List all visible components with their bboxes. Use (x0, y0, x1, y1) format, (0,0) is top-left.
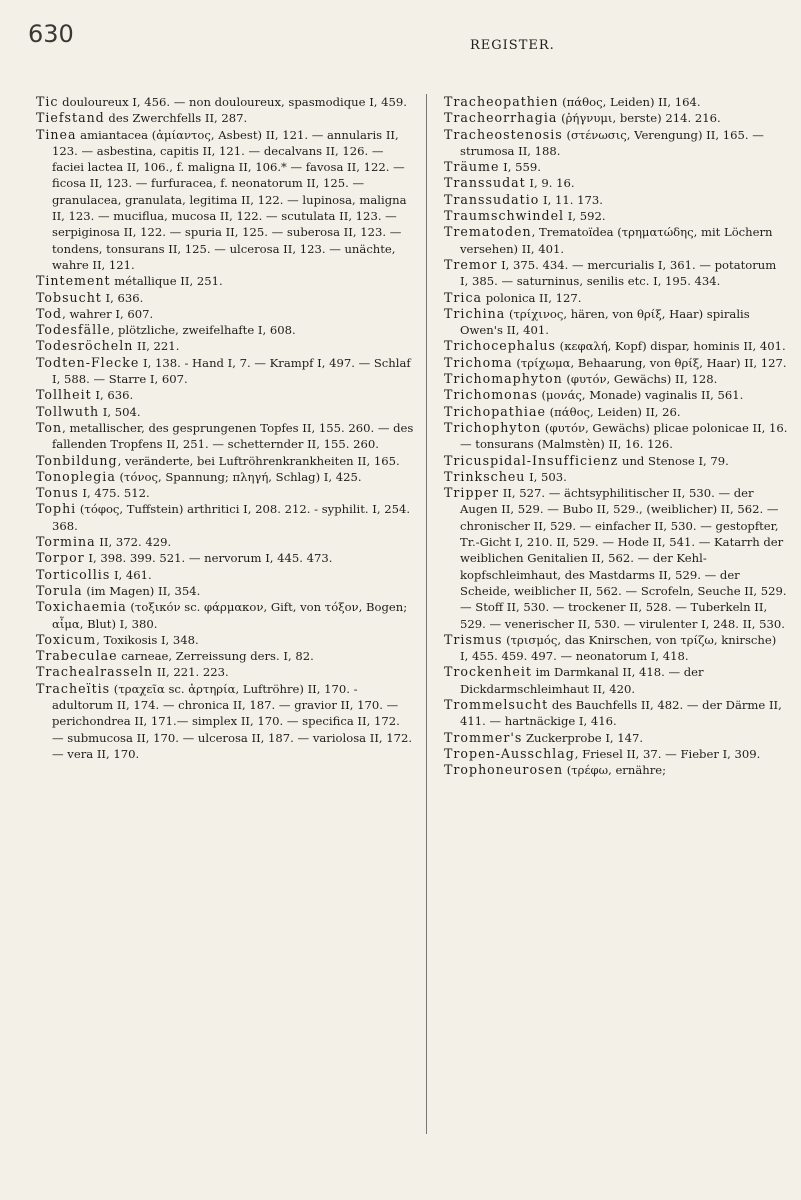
index-references: des Bauchfells II, 482. — der Därme II, 411. — hartnäckige I, 416. (460, 697, 782, 729)
index-term: Tormina (36, 534, 96, 550)
index-references: métallique II, 251. (110, 274, 223, 289)
index-references: I, 475. 512. (78, 486, 150, 501)
index-entry (444, 127, 788, 160)
index-entry (36, 94, 414, 110)
index-entry (444, 485, 788, 632)
index-references: , Trematoïdea (τρηματώδης, mit Löchern versehen) II, 401. (460, 225, 773, 256)
index-entry (444, 175, 788, 191)
index-term: Tollwuth (36, 403, 100, 419)
index-term: Todesröcheln (36, 338, 134, 354)
index-term: Tiefstand (36, 110, 105, 126)
index-references: I, 461. (110, 567, 152, 582)
index-term: Tremor (444, 256, 498, 272)
index-term: Torticollis (36, 566, 111, 582)
index-entry (36, 387, 414, 403)
index-term: Ton (36, 419, 63, 435)
column-divider (426, 94, 427, 1134)
index-references: I, 11. 173. (539, 192, 603, 207)
index-references: im Darmkanal II, 418. — der Dickdarmschleimhaut II, 420. (460, 665, 704, 696)
index-references: (im Magen) II, 354. (82, 583, 201, 598)
index-term: Tinea (36, 126, 77, 142)
index-term: Trachealrasseln (36, 664, 154, 680)
index-entry (444, 192, 788, 208)
index-entry (36, 469, 414, 485)
index-entry (36, 681, 414, 762)
index-entry (444, 306, 788, 339)
index-references: , veränderte, bei Luftröhrenkrankheiten II, 165. (117, 453, 400, 468)
index-term: Transsudat (444, 175, 526, 191)
index-term: Tonus (36, 485, 79, 501)
index-references: II, 527. — ächtsyphilitischer II, 530. — der Augen II, 529. — Bubo II, 529., (weiblicher) II, 562. — chronischer II, 529. — einfacher II, 530. — gestopfter, Tr.-Gicht I, 210. II, 529. — Hode II, 541. — Katarrh der weiblichen Genitalien II, 562. — der Kehlkopfschleimhaut, des Mastdarms II, 529. — der Scheide, weiblicher II, 562. — Scrofeln, Seuche II, 529. — Stoff II, 530. — trockener II, 528. — Tuberkeln II, 529. — venerischer II, 530. — virulenter I, 248. II, 530. (460, 486, 787, 631)
index-entry (444, 208, 788, 224)
index-references: (τρισμός, das Knirschen, von τρίζω, knirsche) I, 455. 459. 497. — neonatorum I, 418. (460, 632, 777, 664)
index-term: Tracheopathien (444, 94, 559, 109)
index-entry (444, 355, 788, 371)
index-entry (444, 224, 788, 257)
index-references: (στένωσις, Verengung) II, 165. — strumosa II, 188. (460, 127, 764, 158)
index-references: (πάθος, Leiden) II, 164. (558, 95, 701, 109)
index-term: Tricuspidal-Insufficienz (444, 452, 619, 468)
index-entry (36, 404, 414, 420)
index-references: (τοξικόν sc. φάρμακον, Gift, von τόξον, Bogen; αἷμα, Blut) I, 380. (52, 600, 408, 631)
index-term: Tobsucht (36, 289, 102, 305)
index-entry (444, 746, 788, 762)
index-entry (36, 534, 414, 550)
index-entry (36, 420, 414, 453)
index-references: polonica II, 127. (482, 290, 582, 305)
index-entry (444, 290, 788, 306)
index-term: Tracheorrhagia (444, 110, 558, 126)
index-references: (πάθος, Leiden) II, 26. (545, 404, 681, 419)
index-entry (36, 550, 414, 566)
index-term: Toxichaemia (36, 599, 127, 615)
index-references: I, 592. (564, 209, 606, 224)
index-entry (36, 583, 414, 599)
index-references: (τόνος, Spannung; πληγή, Schlag) I, 425. (115, 469, 362, 484)
index-references: , metallischer, des gesprungenen Topfes II, 155. 260. — des fallenden Tropfens II, 251. — schetternder II, 155. 260. (52, 420, 414, 452)
index-term: Trichopathiae (444, 403, 546, 419)
index-entry (36, 632, 414, 648)
index-term: Trica (444, 289, 483, 305)
index-term: Toxicum (36, 631, 97, 647)
index-references: I, 9. 16. (525, 176, 575, 191)
index-entry (36, 338, 414, 354)
index-references: , Friesel II, 37. — Fieber I, 309. (574, 746, 761, 761)
index-references: II, 221. (133, 339, 180, 354)
index-entry (444, 697, 788, 730)
index-entry (36, 355, 414, 388)
index-term: Tonoplegia (36, 468, 116, 484)
index-term: Torpor (36, 550, 85, 566)
running-header: REGISTER. (470, 38, 555, 53)
index-entry (36, 648, 414, 664)
index-references: (τραχεῖα sc. ἀρτηρία, Luftröhre) II, 170. - adultorum II, 174. — chronica II, 187. — gravior II, 170. — perichondrea II, 171.— simplex II, 170. — specifica II, 172. — submucosa II, 170. — ulcerosa II, 187. — variolosa II, 172. — vera II, 170. (52, 681, 413, 761)
index-term: Todesfälle (36, 322, 111, 338)
index-entry (444, 730, 788, 746)
index-term: Trabeculae (36, 648, 118, 664)
index-term: Transsudatio (444, 191, 540, 207)
index-entry (36, 501, 414, 534)
index-term: Todten-Flecke (36, 354, 140, 370)
index-entry (36, 485, 414, 501)
index-entry (444, 404, 788, 420)
index-references: II, 372. 429. (95, 535, 172, 550)
index-references: (τόφος, Tuffstein) arthritici I, 208. 212. - syphilit. I, 254. 368. (52, 502, 411, 533)
index-references: (μονάς, Monade) vaginalis II, 561. (537, 388, 744, 403)
index-references: I, 504. (99, 404, 141, 419)
index-references: I, 503. (525, 469, 567, 484)
index-term: Tracheostenosis (444, 126, 563, 142)
index-term: Traumschwindel (444, 208, 565, 224)
index-entry (444, 371, 788, 387)
index-term: Tonbildung (36, 452, 118, 468)
index-references: II, 221. 223. (153, 665, 229, 680)
index-column-right (444, 94, 788, 778)
index-term: Trismus (444, 631, 503, 647)
index-entry (444, 664, 788, 697)
index-entry (444, 469, 788, 485)
index-references: Zuckerprobe I, 147. (522, 730, 644, 745)
index-entry (444, 94, 788, 110)
index-references: I, 636. (101, 290, 144, 305)
index-entry (444, 762, 788, 778)
index-term: Träume (444, 159, 500, 175)
index-entry (444, 632, 788, 665)
index-references: (τρέφω, ernähre; (563, 763, 667, 778)
index-entry (36, 273, 414, 289)
index-entry (444, 338, 788, 354)
index-term: Trichocephalus (444, 338, 556, 354)
index-entry (444, 453, 788, 469)
index-references: I, 398. 399. 521. — nervorum I, 445. 473. (84, 551, 333, 566)
index-term: Trichomonas (444, 387, 538, 403)
index-references: (φυτόν, Gewächs) plicae polonicae II, 16. — tonsurans (Malmstèn) II, 16. 126. (460, 420, 788, 452)
index-references: douloureux I, 456. — non douloureux, spasmodique I, 459. (58, 95, 407, 109)
index-term: Tollheit (36, 387, 92, 403)
index-term: Trommer's (444, 729, 523, 745)
index-entry (444, 110, 788, 126)
index-term: Trinkscheu (444, 468, 526, 484)
index-term: Tripper (444, 485, 500, 501)
index-term: Trommelsucht (444, 696, 549, 712)
index-term: Trockenheit (444, 664, 532, 680)
index-references: I, 636. (91, 388, 134, 403)
index-references: amiantacea (ἀμίαντος, Asbest) II, 121. — annularis II, 123. — asbestina, capitis II, 121. — decalvans II, 126. — faciei lactea II, 106., f. maligna II, 106.* — favosa II, 122. — ficosa II, 123. — furfuracea, f. neonatorum II, 125. — granulacea, granulata, legitima II, 122. — lupinosa, maligna II, 123. — muciflua, mucosa II, 122. — scutulata II, 123. — serpiginosa II, 122. — spuria II, 125. — suberosa II, 123. — tondens, tonsurans II, 125. — ulcerosa II, 123. — unächte, wahre II, 121. (52, 127, 407, 272)
index-term: Tintement (36, 273, 111, 289)
index-references: , Toxikosis I, 348. (96, 632, 199, 647)
index-term: Trichoma (444, 354, 513, 370)
index-term: Torula (36, 582, 83, 598)
index-entry (36, 567, 414, 583)
index-references: I, 559. (499, 160, 541, 175)
index-references: (φυτόν, Gewächs) II, 128. (562, 372, 718, 387)
index-entry (36, 664, 414, 680)
index-references: , wahrer I, 607. (62, 306, 154, 321)
index-references: I, 375. 434. — mercurialis I, 361. — potatorum I, 385. — saturninus, senilis etc. I, 195. 434. (460, 257, 777, 289)
index-references: und Stenose I, 79. (618, 453, 729, 468)
index-entry (36, 599, 414, 632)
page-number: 630 (28, 20, 74, 48)
index-entry (36, 322, 414, 338)
index-term: Tophi (36, 501, 77, 517)
index-entry (36, 127, 414, 274)
index-term: Tropen-Ausschlag (444, 745, 575, 761)
index-term: Trichophyton (444, 419, 542, 435)
index-entry (36, 110, 414, 126)
index-term: Tod (36, 305, 63, 321)
index-entry (444, 257, 788, 290)
index-term: Tic (36, 94, 59, 109)
index-entry (444, 387, 788, 403)
index-column-left (36, 94, 414, 762)
index-references: (κεφαλή, Kopf) dispar, hominis II, 401. (555, 339, 786, 354)
index-entry (444, 159, 788, 175)
index-references: (τρίχωμα, Behaarung, von θρίξ, Haar) II, 127. (512, 355, 787, 370)
index-entry (36, 453, 414, 469)
index-term: Trematoden (444, 224, 532, 240)
index-references: des Zwerchfells II, 287. (104, 111, 248, 126)
index-term: Trichina (444, 305, 506, 321)
index-entry (36, 290, 414, 306)
index-references: carneae, Zerreissung ders. I, 82. (117, 649, 314, 664)
index-references: (τρίχινος, hären, von θρίξ, Haar) spiralis Owen's II, 401. (460, 306, 750, 338)
index-term: Trichomaphyton (444, 371, 563, 387)
index-references: , plötzliche, zweifelhafte I, 608. (110, 323, 296, 338)
index-entry (36, 306, 414, 322)
index-references: I, 138. - Hand I, 7. — Krampf I, 497. — Schlaf I, 588. — Starre I, 607. (52, 355, 411, 387)
index-term: Trophoneurosen (444, 762, 564, 778)
index-references: (ῥήγνυμι, berste) 214. 216. (557, 111, 721, 126)
index-term: Tracheïtis (36, 680, 111, 696)
index-entry (444, 420, 788, 453)
